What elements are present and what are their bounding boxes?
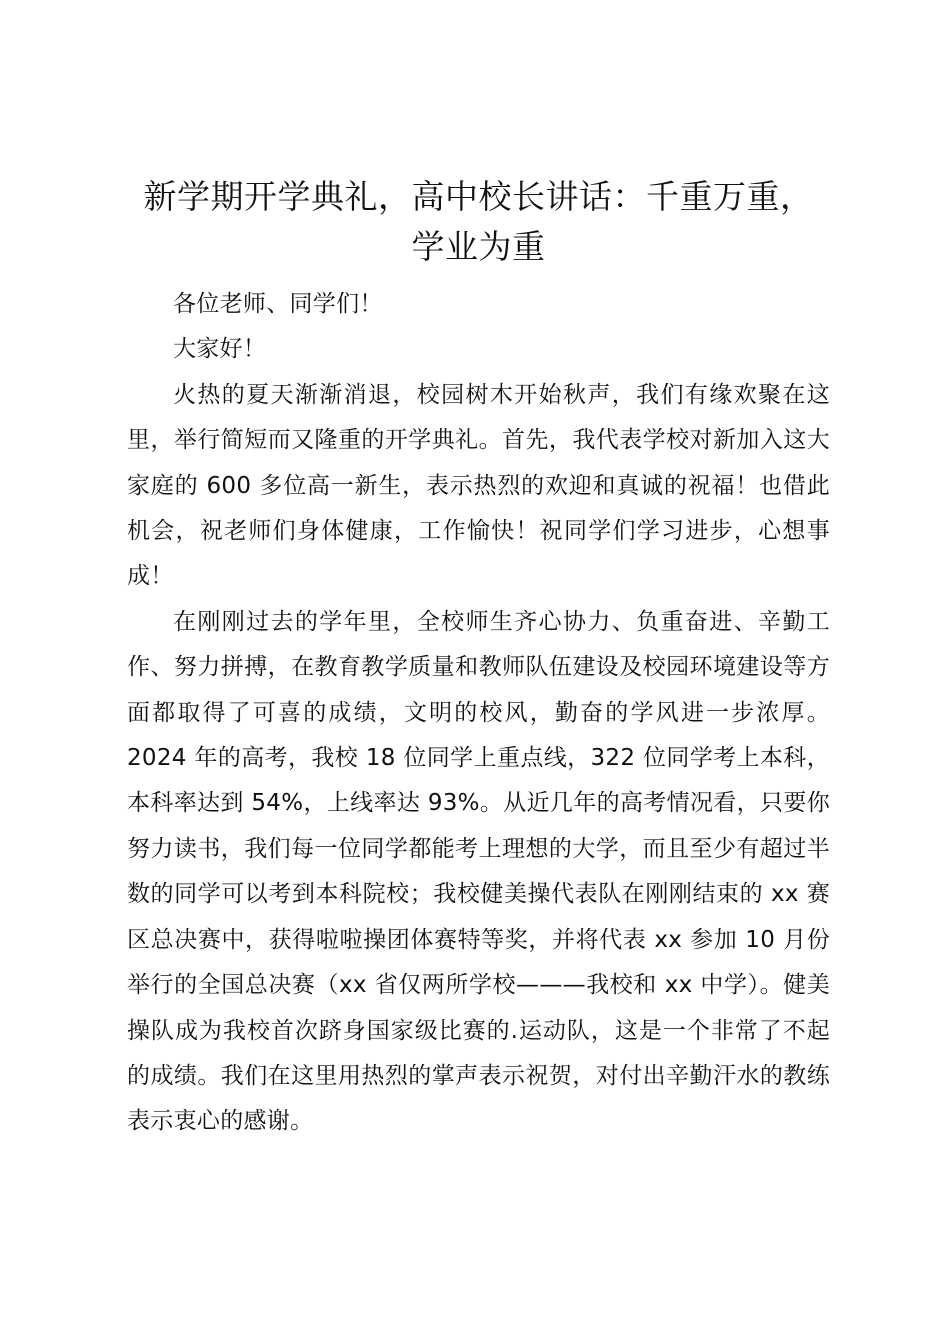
salutation-paragraph: 各位老师、同学们！: [173, 291, 383, 317]
achievements-paragraph: 在刚刚过去的学年里，全校师生齐心协力、负重奋进、辛勤工作、努力拼搏，在教育教学质量和教师队伍建设及校园环境建设等方面都取得了可喜的成绩，文明的校风，勤奋的学风进一步浓厚。2024 年的高考，我校 18 位同学上重点线，322 位同学考上本科，本科率达到 54%，上线率达 93%。从近几年的高考情况看，只要你努力读书，我们每一位同学都能考上理想的大学，而且至少有超过半数的同学可以考到本科院校；我校健美操代表队在刚刚结束的 xx 赛区总决赛中，获得啦啦操团体赛特等奖，并将代表 xx 参加 10 月份举行的全国总决赛（xx 省仅两所学校———我校和 xx 中学）。健美操队成为我校首次跻身国家级比赛的.运动队，这是一个非常了不起的成绩。我们在这里用热烈的掌声表示祝贺，对付出辛勤汗水的教练表示衷心的感谢。: [127, 608, 830, 1135]
document-title: [127, 172, 830, 272]
welcome-paragraph: 火热的夏天渐渐消退，校园树木开始秋声，我们有缘欢聚在这里，举行简短而又隆重的开学典礼。首先，我代表学校对新加入这大家庭的 600 多位高一新生，表示热烈的欢迎和真诚的祝福！也借此机会，祝老师们身体健康，工作愉快！祝同学们学习进步，心想事成！: [127, 381, 830, 590]
greeting-paragraph: 大家好！: [173, 336, 267, 363]
document-page: [127, 172, 830, 1145]
title-line-2: 学业为重: [411, 227, 546, 266]
title-line-1: 新学期开学典礼，高中校长讲话：千重万重，: [143, 177, 814, 216]
